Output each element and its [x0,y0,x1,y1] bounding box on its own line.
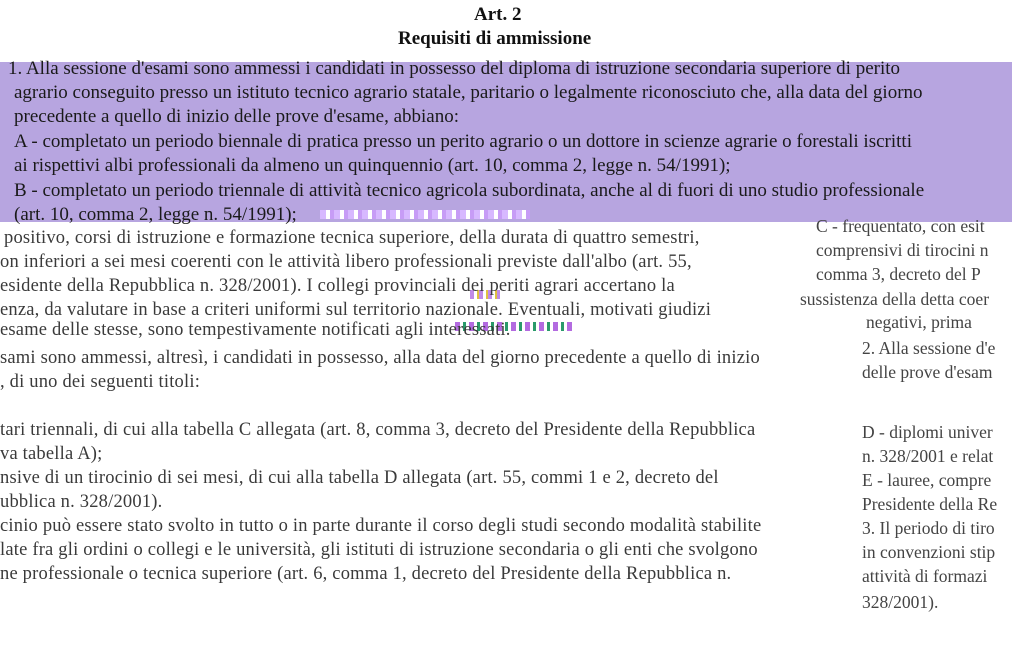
text-line: sussistenza della detta coer [800,289,990,309]
highlighted-line: 1. Alla sessione d'esami sono ammessi i candidati in possesso del diploma di istruzione secondaria superiore di perito [8,58,901,79]
highlighted-line: B - completato un periodo triennale di attività tecnico agricola subordinata, anche al di fuori di uno studio professionale [14,180,925,201]
text-line: tari triennali, di cui alla tabella C allegata (art. 8, comma 3, decreto del Presidente della Repubblica [0,420,756,440]
text-line: positivo, corsi di istruzione e formazione tecnica superiore, della durata di quattro semestri, [4,228,700,248]
text-line: on inferiori a sei mesi coerenti con le attività libero professionali previste dall'albo (art. 55, [0,252,692,272]
text-line: D - diplomi univer [862,422,993,442]
text-line: negativi, prima [866,312,972,332]
text-line: 3. Il periodo di tiro [862,518,995,538]
text-line: E - lauree, compre [862,470,992,490]
text-line: va tabella A); [0,444,103,464]
text-line: comma 3, decreto del P [816,264,981,284]
text-line: cinio può essere stato svolto in tutto o in parte durante il corso degli studi secondo modalità stabilite [0,516,762,536]
highlighted-line: precedente a quello di inizio delle prove d'esame, abbiano: [14,106,459,127]
text-line: Presidente della Re [862,494,998,514]
text-line: comprensivi di tirocini n [816,240,989,260]
text-line: nsive di un tirocinio di sei mesi, di cui alla tabella D allegata (art. 55, commi 1 e 2, decreto del [0,468,719,488]
text-line: , di uno dei seguenti titoli: [0,372,201,392]
text-line: enza, da valutare in base a criteri uniformi sul territorio nazionale. Eventuali, motivati giudizi [0,300,712,320]
text-line: esidente della Repubblica n. 328/2001). I collegi provinciali dei periti agrari accertano la [0,276,675,296]
scan-artifact [320,210,530,219]
text-line: 2. Alla sessione d'e [862,338,996,358]
article-number: Art. 2 [474,4,522,25]
text-line: in convenzioni stip [862,542,996,562]
text-line: n. 328/2001 e relat [862,446,994,466]
highlighted-line: A - completato un periodo biennale di pratica presso un perito agrario o un dottore in scienze agrarie o forestali iscritti [14,131,912,152]
article-title: Requisiti di ammissione [398,28,592,49]
highlighted-line: agrario conseguito presso un istituto tecnico agrario statale, paritario o legalmente riconosciuto che, alla data del giorno [14,82,923,103]
text-line: ne professionale o tecnica superiore (art. 6, comma 1, decreto del Presidente della Repubblica n. [0,564,732,584]
text-line: late fra gli ordini o collegi e le università, gli istituti di istruzione secondaria o gli enti che svolgono [0,540,758,560]
text-line: C - frequentato, con esit [816,216,985,236]
highlighted-line: (art. 10, comma 2, legge n. 54/1991); [14,204,297,225]
text-line: ubblica n. 328/2001). [0,492,163,512]
highlighted-line: ai rispettivi albi professionali da almeno un quinquennio (art. 10, comma 2, legge n. 54/1991); [14,155,731,176]
text-line: 328/2001). [862,592,939,612]
text-line: sami sono ammessi, altresì, i candidati in possesso, alla data del giorno precedente a quello di inizio [0,348,760,368]
text-line: attività di formazi [862,566,988,586]
text-line: esame delle stesse, sono tempestivamente notificati agli interessati. [0,320,511,340]
text-line: delle prove d'esam [862,362,993,382]
